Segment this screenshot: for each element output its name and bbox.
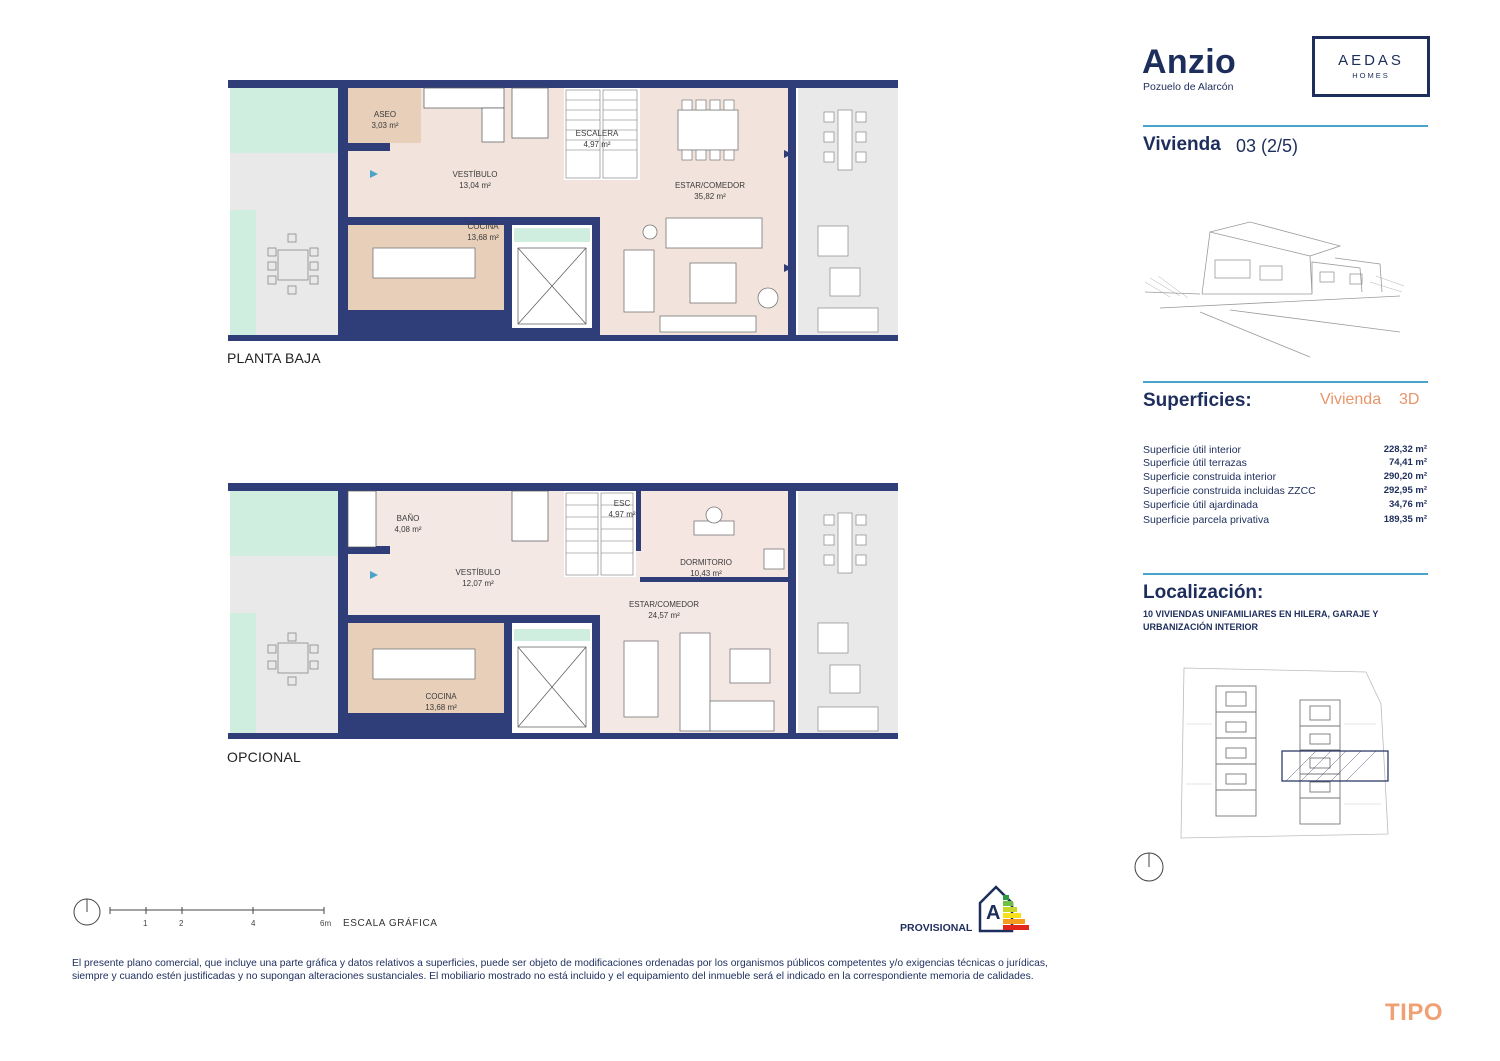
room-bano: BAÑO 4,08 m² [394,514,422,534]
brand-logo[interactable] [1312,36,1430,97]
tab-3d[interactable]: 3D [1399,391,1420,408]
room-cocina-opcional: COCINA 13,68 m² [425,692,457,712]
superficies-title: Superficies: [1143,390,1252,411]
room-aseo: ASEO 3,03 m² [371,110,399,130]
scale-tick-4: 4 [251,919,256,928]
scale-bar [108,906,328,918]
localizacion-line-1: 10 VIVIENDAS UNIFAMILIARES EN HILERA, GARAJE Y [1143,609,1379,619]
scale-tick-2: 2 [179,919,184,928]
energy-provisional-label: PROVISIONAL [900,922,973,934]
localizacion-line-2: URBANIZACIÓN INTERIOR [1143,622,1258,632]
room-esc: ESC 4,97 m² [608,499,636,519]
sup-row-construida-zzcc: Superficie construida incluidas ZZCC 292,95 m² [1143,485,1427,497]
brand-name: AEDAS [1338,52,1404,69]
scale-tick-1: 1 [143,919,148,928]
room-cocina: COCINA 13,68 m² [467,222,499,242]
energy-house-icon [976,883,1032,933]
north-arrow-icon-site [1133,851,1165,883]
room-dormitorio: DORMITORIO 10,43 m² [680,558,732,578]
disclaimer-text: El presente plano comercial, que incluye una parte gráfica y datos relativos a superficies, puede ser objeto de modificaciones ordenadas por los organismos públicos competentes y/o exigencias técnicas o jurídicas, siempre y cuando estén justificadas y no supongan alteraciones sustanciales. El mobiliario mostrado no está incluido y el equipamiento del inmueble será el indicado en la correspondiente memoria de calidades. [72,958,1048,983]
divider-1 [1143,125,1428,127]
room-vestibulo: VESTÍBULO 13,04 m² [452,170,498,190]
divider-3 [1143,573,1428,575]
project-title: Anzio [1142,43,1237,81]
plan-caption-opcional: OPCIONAL [227,749,301,765]
sup-row-construida-interior: Superficie construida interior 290,20 m² [1143,471,1427,483]
room-vestibulo-opcional: VESTÍBULO 12,07 m² [455,568,501,588]
room-estar-comedor-opcional: ESTAR/COMEDOR 24,57 m² [628,600,700,620]
sup-row-util-terrazas: Superficie útil terrazas 74,41 m² [1143,457,1427,469]
plan-caption-planta-baja: PLANTA BAJA [227,350,321,366]
brand-sub: HOMES [1352,71,1390,80]
north-arrow-icon [72,897,102,927]
house-sketch-illustration [1140,212,1410,362]
room-escalera: ESCALERA 4,97 m² [575,129,619,149]
floor-plan-planta-baja [228,80,900,345]
footer-tipo: TIPO [1385,999,1444,1026]
sup-row-util-ajardinada: Superficie útil ajardinada 34,76 m² [1143,499,1427,511]
sup-row-parcela-privativa: Superficie parcela privativa 189,35 m² [1143,514,1427,526]
energy-grade: A [986,902,1001,924]
scale-tick-6m: 6m [320,919,332,928]
site-plan-map [1176,664,1396,842]
sup-row-util-interior: Superficie útil interior 228,32 m² [1143,444,1427,456]
scale-label: ESCALA GRÁFICA [343,918,438,929]
localizacion-title: Localización: [1143,582,1264,603]
floor-plan-opcional [228,483,900,743]
divider-2 [1143,381,1428,383]
vivienda-label: Vivienda [1143,134,1221,155]
room-estar-comedor: ESTAR/COMEDOR 35,82 m² [674,181,746,201]
vivienda-value: 03 (2/5) [1236,136,1299,156]
tab-vivienda[interactable]: Vivienda [1320,391,1382,408]
project-location: Pozuelo de Alarcón [1143,81,1234,93]
